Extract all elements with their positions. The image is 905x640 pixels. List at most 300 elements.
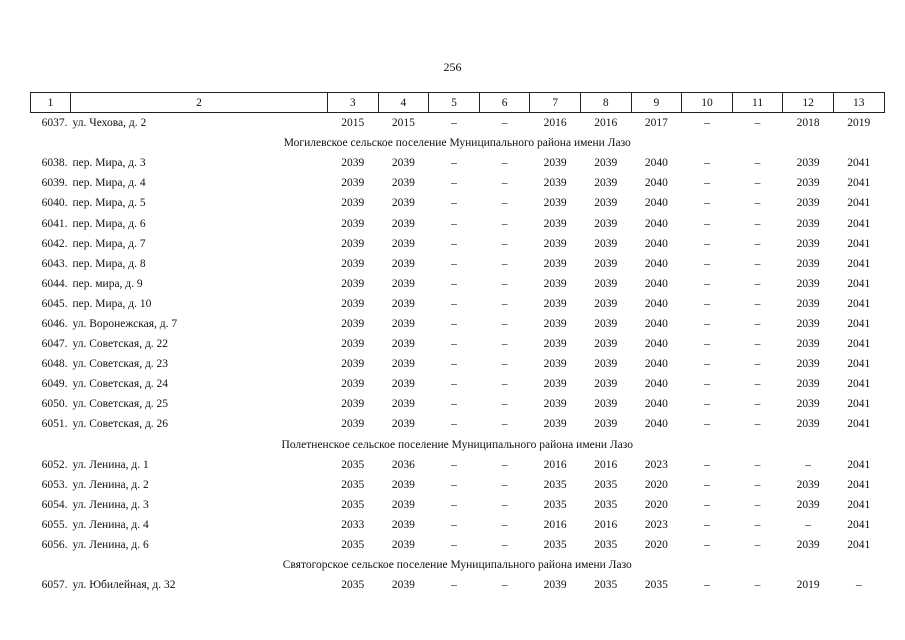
value-cell: 2040 [644,257,668,270]
value-cell: 2016 [594,518,618,531]
value-cell: 2035 [543,478,567,491]
value-cell: 2039 [391,498,415,511]
value-cell: 2039 [543,378,567,391]
value-cell: 2041 [847,338,871,351]
column-header-3: 3 [328,93,379,113]
value-cell: 2039 [594,177,618,190]
value-cell: 2039 [594,358,618,371]
value-cell: 2035 [341,579,365,592]
value-cell: 2041 [847,197,871,210]
value-cell: 2035 [341,458,365,471]
value-cell: – [451,498,457,511]
value-cell: 2039 [796,157,820,170]
value-cell: – [501,579,508,592]
value-cell: – [754,539,761,552]
value-cell: 2035 [543,539,567,552]
column-header-6: 6 [479,93,530,113]
value-cell: 2035 [644,579,668,592]
section-row [31,555,885,575]
value-cell: – [451,237,457,250]
value-cell: – [451,317,457,330]
value-cell: – [704,418,710,431]
value-cell: – [704,217,710,230]
value-cell: 2039 [391,539,415,552]
value-cell: – [501,197,508,210]
address-cell: пер. Мира, д. 8 [72,257,146,270]
table-row [31,314,885,334]
value-cell: – [754,197,761,210]
value-cell: – [451,277,457,290]
value-cell: 2015 [391,117,415,130]
value-cell: – [754,237,761,250]
value-cell: 2041 [847,237,871,250]
value-cell: – [754,498,761,511]
value-cell: 2039 [796,338,820,351]
section-title: Святогорское сельское поселение Муниципального района имени Лазо [282,559,632,572]
value-cell: – [501,518,508,531]
address-cell: пер. Мира, д. 3 [72,157,146,170]
value-cell: 2041 [847,257,871,270]
value-cell: 2039 [796,257,820,270]
value-cell: – [451,358,457,371]
table-header [31,93,885,113]
page-number: 256 [443,60,462,74]
value-cell: – [805,458,812,471]
value-cell: 2040 [644,197,668,210]
row-number: 6039. [41,177,68,190]
value-cell: 2039 [543,217,567,230]
value-cell: 2039 [594,157,618,170]
address-cell: ул. Чехова, д. 2 [72,117,147,130]
value-cell: 2039 [796,398,820,411]
value-cell: 2015 [341,117,365,130]
value-cell: 2041 [847,378,871,391]
value-cell: – [501,157,508,170]
value-cell: 2040 [644,297,668,310]
row-number: 6051. [41,418,68,431]
value-cell: 2039 [796,378,820,391]
row-number: 6038. [41,157,68,170]
table-row [31,455,885,475]
value-cell: – [704,177,710,190]
value-cell: 2017 [644,117,668,130]
table-row [31,475,885,495]
table-row [31,354,885,374]
value-cell: 2039 [341,157,365,170]
column-header-7: 7 [530,93,581,113]
value-cell: 2039 [391,177,415,190]
value-cell: 2039 [796,177,820,190]
column-header-4: 4 [378,93,429,113]
value-cell: 2020 [644,498,668,511]
value-cell: 2039 [543,418,567,431]
address-cell: пер. Мира, д. 10 [72,297,152,310]
value-cell: 2039 [594,418,618,431]
value-cell: 2039 [543,317,567,330]
value-cell: – [704,338,710,351]
value-cell: 2041 [847,217,871,230]
table-row [31,374,885,394]
value-cell: – [704,157,710,170]
value-cell: 2039 [341,257,365,270]
value-cell: 2039 [594,297,618,310]
value-cell: – [704,277,710,290]
value-cell: 2039 [341,177,365,190]
value-cell: 2016 [543,518,567,531]
value-cell: – [501,418,508,431]
value-cell: 2035 [341,498,365,511]
value-cell: 2039 [796,478,820,491]
value-cell: – [754,257,761,270]
value-cell: 2035 [594,498,618,511]
schedule-table [30,92,885,595]
header-row [31,93,885,113]
value-cell: – [501,539,508,552]
address-cell: ул. Ленина, д. 4 [72,518,149,531]
value-cell: 2019 [796,579,820,592]
table-row [31,254,885,274]
value-cell: 2041 [847,177,871,190]
value-cell: – [704,358,710,371]
value-cell: – [451,418,457,431]
value-cell: 2041 [847,277,871,290]
value-cell: 2040 [644,338,668,351]
value-cell: – [754,117,761,130]
table-row [31,515,885,535]
value-cell: 2041 [847,478,871,491]
value-cell: – [754,157,761,170]
column-header-12: 12 [783,93,834,113]
value-cell: 2023 [644,518,668,531]
row-number: 6047. [41,338,68,351]
value-cell: – [451,478,457,491]
value-cell: – [501,297,508,310]
value-cell: – [754,338,761,351]
section-title: Полетненское сельское поселение Муниципального района имени Лазо [281,438,634,451]
value-cell: – [501,237,508,250]
value-cell: – [754,378,761,391]
value-cell: – [501,398,508,411]
address-cell: ул. Советская, д. 23 [72,358,169,371]
value-cell: 2040 [644,378,668,391]
value-cell: 2039 [796,418,820,431]
value-cell: 2041 [847,358,871,371]
value-cell: 2039 [796,297,820,310]
value-cell: 2035 [594,478,618,491]
address-cell: пер. Мира, д. 5 [72,197,146,210]
value-cell: 2039 [594,237,618,250]
table-row [31,334,885,354]
value-cell: 2039 [341,378,365,391]
value-cell: 2039 [796,358,820,371]
value-cell: 2041 [847,518,871,531]
row-number: 6049. [41,378,68,391]
row-number: 6054. [41,498,68,511]
value-cell: 2039 [594,378,618,391]
value-cell: 2039 [391,277,415,290]
row-number: 6056. [41,539,68,552]
column-header-10: 10 [682,93,733,113]
value-cell: 2039 [391,518,415,531]
value-cell: 2039 [391,217,415,230]
value-cell: 2039 [796,539,820,552]
value-cell: 2039 [543,177,567,190]
value-cell: – [451,217,457,230]
table-row [31,234,885,254]
value-cell: – [501,177,508,190]
address-cell: ул. Ленина, д. 2 [72,478,149,491]
value-cell: 2039 [796,217,820,230]
value-cell: 2040 [644,317,668,330]
value-cell: 2019 [847,117,871,130]
value-cell: – [704,297,710,310]
value-cell: 2039 [543,257,567,270]
value-cell: 2039 [391,478,415,491]
value-cell: 2039 [341,217,365,230]
address-cell: пер. мира, д. 9 [72,277,143,290]
value-cell: 2039 [594,338,618,351]
value-cell: 2039 [594,398,618,411]
value-cell: – [754,579,761,592]
value-cell: 2035 [341,539,365,552]
value-cell: 2039 [391,257,415,270]
value-cell: – [451,297,457,310]
table-row [31,535,885,555]
value-cell: 2039 [391,338,415,351]
value-cell: – [501,378,508,391]
value-cell: 2041 [847,539,871,552]
value-cell: 2040 [644,398,668,411]
value-cell: 2039 [594,217,618,230]
table-row [31,213,885,233]
row-number: 6041. [41,217,68,230]
value-cell: 2039 [391,297,415,310]
address-cell: пер. Мира, д. 4 [72,177,146,190]
value-cell: 2041 [847,398,871,411]
value-cell: 2016 [594,117,618,130]
column-header-11: 11 [732,93,783,113]
row-number: 6045. [41,297,68,310]
value-cell: – [501,217,508,230]
column-header-1: 1 [31,93,71,113]
value-cell: 2041 [847,157,871,170]
value-cell: 2039 [341,338,365,351]
value-cell: – [501,277,508,290]
value-cell: 2039 [341,358,365,371]
value-cell: 2039 [391,197,415,210]
value-cell: 2039 [796,197,820,210]
value-cell: – [451,177,457,190]
value-cell: 2039 [796,317,820,330]
value-cell: 2039 [391,418,415,431]
row-number: 6042. [41,237,68,250]
value-cell: – [451,378,457,391]
table-row [31,153,885,173]
row-number: 6044. [41,277,68,290]
value-cell: 2041 [847,458,871,471]
value-cell: – [704,539,710,552]
table-row [31,294,885,314]
table-row [31,274,885,294]
column-header-13: 13 [833,93,884,113]
value-cell: 2023 [644,458,668,471]
value-cell: 2033 [341,518,365,531]
address-cell: ул. Ленина, д. 1 [72,458,149,471]
row-number: 6043. [41,257,68,270]
row-number: 6050. [41,398,68,411]
address-cell: ул. Воронежская, д. 7 [72,317,178,330]
address-cell: ул. Советская, д. 25 [72,398,169,411]
row-number: 6037. [41,117,68,130]
value-cell: – [754,418,761,431]
value-cell: 2020 [644,539,668,552]
value-cell: 2039 [341,277,365,290]
value-cell: – [754,518,761,531]
value-cell: 2035 [341,478,365,491]
value-cell: 2040 [644,358,668,371]
row-number: 6053. [41,478,68,491]
value-cell: 2035 [543,498,567,511]
row-number: 6040. [41,197,68,210]
value-cell: – [451,338,457,351]
value-cell: 2039 [594,197,618,210]
value-cell: – [501,338,508,351]
value-cell: – [501,358,508,371]
value-cell: – [704,579,710,592]
row-number: 6057. [41,579,68,592]
value-cell: 2039 [391,358,415,371]
value-cell: 2039 [543,197,567,210]
table-row [31,113,885,134]
value-cell: 2016 [543,117,567,130]
address-cell: ул. Юбилейная, д. 32 [72,579,176,592]
value-cell: 2039 [391,237,415,250]
section-row [31,133,885,153]
value-cell: 2039 [594,277,618,290]
value-cell: 2039 [341,317,365,330]
value-cell: 2039 [543,237,567,250]
row-number: 6052. [41,458,68,471]
value-cell: – [754,317,761,330]
value-cell: – [501,498,508,511]
value-cell: 2016 [594,458,618,471]
table-row [31,414,885,434]
value-cell: 2039 [341,197,365,210]
address-cell: ул. Советская, д. 22 [72,338,169,351]
value-cell: 2039 [543,297,567,310]
value-cell: 2040 [644,277,668,290]
value-cell: 2039 [341,237,365,250]
value-cell: 2039 [341,297,365,310]
value-cell: 2039 [594,317,618,330]
value-cell: 2039 [341,398,365,411]
row-number: 6046. [41,317,68,330]
value-cell: – [754,217,761,230]
column-header-2: 2 [71,93,328,113]
column-header-8: 8 [580,93,631,113]
value-cell: 2039 [391,398,415,411]
value-cell: – [704,458,710,471]
value-cell: 2040 [644,177,668,190]
value-cell: – [754,358,761,371]
table-body [31,113,885,596]
value-cell: 2039 [341,418,365,431]
value-cell: – [704,518,710,531]
value-cell: – [704,378,710,391]
value-cell: – [704,197,710,210]
address-cell: ул. Советская, д. 26 [72,418,169,431]
value-cell: 2039 [543,338,567,351]
value-cell: – [451,458,457,471]
value-cell: 2040 [644,418,668,431]
value-cell: – [501,257,508,270]
value-cell: – [451,518,457,531]
value-cell: – [754,297,761,310]
value-cell: 2040 [644,157,668,170]
value-cell: – [704,117,710,130]
value-cell: 2039 [796,277,820,290]
address-cell: пер. Мира, д. 7 [72,237,146,250]
section-title: Могилевское сельское поселение Муниципального района имени Лазо [283,137,631,150]
value-cell: 2039 [543,358,567,371]
column-header-9: 9 [631,93,682,113]
value-cell: 2041 [847,297,871,310]
value-cell: – [501,458,508,471]
value-cell: 2041 [847,317,871,330]
column-header-5: 5 [429,93,480,113]
value-cell: – [704,398,710,411]
value-cell: – [855,579,862,592]
value-cell: 2039 [391,317,415,330]
value-cell: 2039 [391,378,415,391]
value-cell: – [451,117,457,130]
value-cell: – [501,317,508,330]
value-cell: – [754,478,761,491]
value-cell: – [704,257,710,270]
value-cell: 2016 [543,458,567,471]
value-cell: 2018 [796,117,820,130]
address-cell: ул. Ленина, д. 3 [72,498,149,511]
section-row [31,435,885,455]
value-cell: – [451,257,457,270]
value-cell: – [501,478,508,491]
value-cell: 2039 [796,498,820,511]
value-cell: 2039 [796,237,820,250]
value-cell: – [754,398,761,411]
value-cell: 2035 [594,579,618,592]
table-row [31,394,885,414]
row-number: 6048. [41,358,68,371]
value-cell: – [451,157,457,170]
value-cell: 2040 [644,217,668,230]
value-cell: 2036 [391,458,415,471]
value-cell: 2039 [391,579,415,592]
value-cell: – [704,317,710,330]
value-cell: 2041 [847,498,871,511]
address-cell: пер. Мира, д. 6 [72,217,146,230]
value-cell: – [451,579,457,592]
value-cell: 2020 [644,478,668,491]
value-cell: – [754,458,761,471]
value-cell: – [451,398,457,411]
value-cell: – [704,478,710,491]
table-row [31,173,885,193]
value-cell: 2039 [543,398,567,411]
table-row [31,193,885,213]
value-cell: 2039 [594,257,618,270]
table-row [31,575,885,595]
value-cell: 2041 [847,418,871,431]
